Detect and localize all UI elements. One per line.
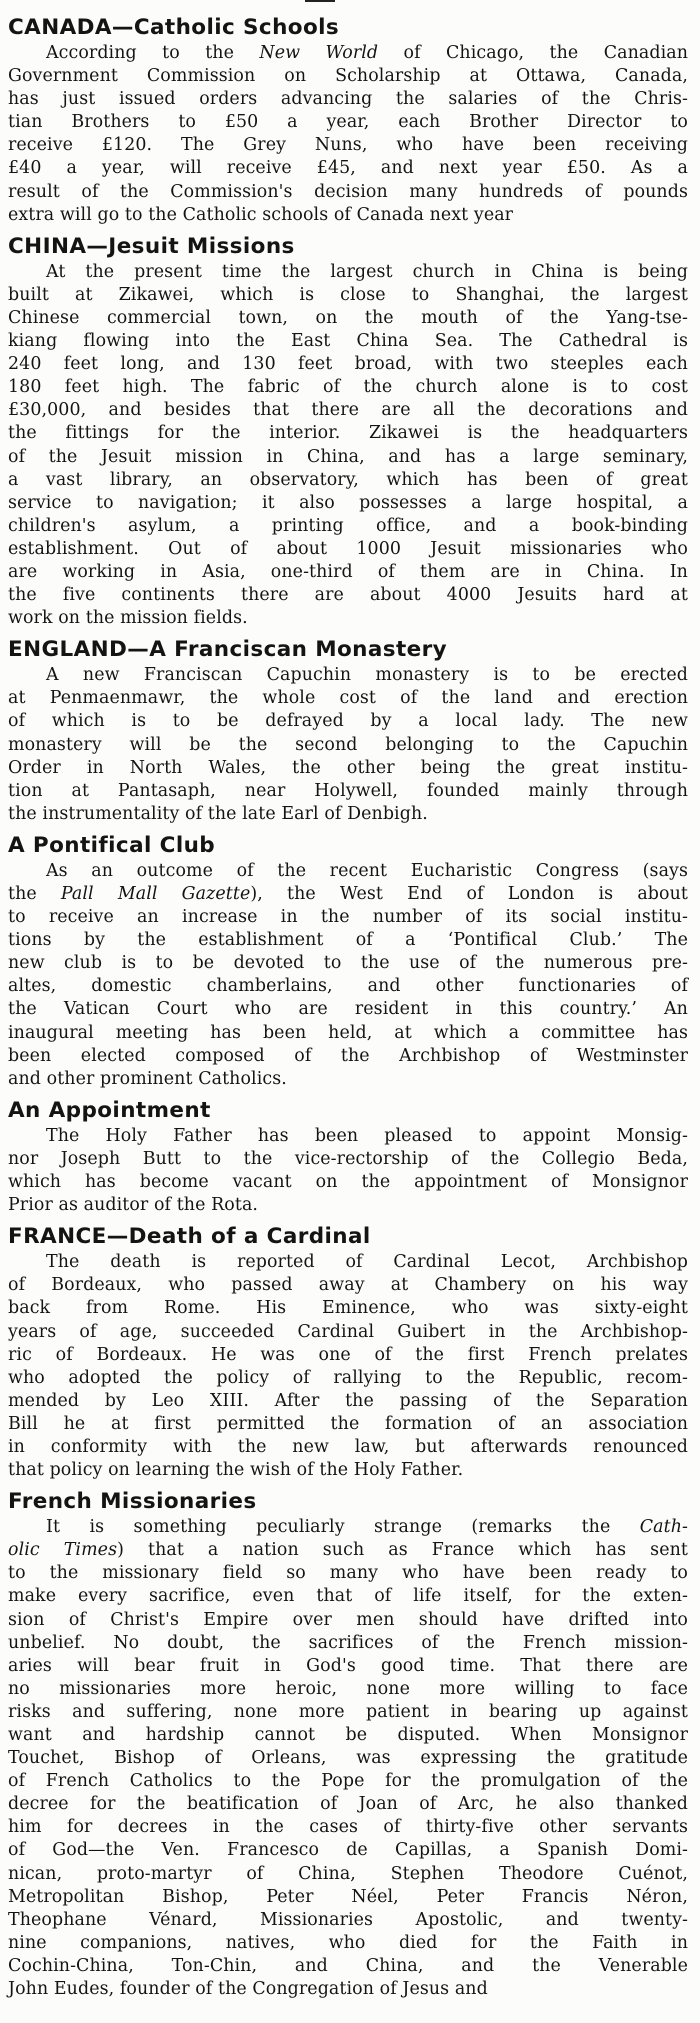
text-line: At the present time the largest church in China is being xyxy=(46,261,688,282)
text-line: A new Franciscan Capuchin monastery is to be erected xyxy=(46,665,688,686)
text-line: mended by Leo XIII. After the passing of the Separation xyxy=(8,1390,688,1411)
section-heading: FRANCE—Death of a Cardinal xyxy=(8,1224,371,1250)
text-line: According to the New World of Chicago, the Canadian xyxy=(46,43,689,63)
text-line: of French Catholics to the Pope for the promulgation of the xyxy=(8,1771,688,1792)
text-line: new club is to be devoted to the use of the numerous pre- xyxy=(8,953,688,974)
text-line: tions by the establishment of a ‘Pontifical Club.’ The xyxy=(8,930,688,951)
text-line: Theophane Vénard, Missionaries Apostolic, and twenty- xyxy=(8,1909,688,1930)
text-line: are working in Asia, one-third of them are in China. In xyxy=(8,561,688,582)
news-section xyxy=(8,1488,688,2001)
top-decorative-rule xyxy=(305,0,335,8)
text-line: Government Commission on Scholarship at Ottawa, Canada, xyxy=(8,66,688,87)
text-line: the five continents there are about 4000 Jesuits hard at xyxy=(8,585,688,606)
text-line: who adopted the policy of rallying to the Republic, recom- xyxy=(8,1367,688,1388)
text-line: been elected composed of the Archbishop of Westminster xyxy=(8,1045,688,1066)
text-line: result of the Commission's decision many hundreds of pounds xyxy=(8,181,688,202)
text-line: the fittings for the interior. Zikawei is the headquarters xyxy=(8,423,688,444)
text-line: Order in North Wales, the other being the great institu- xyxy=(8,757,688,778)
section-heading: An Appointment xyxy=(8,1097,211,1123)
text-line: no missionaries more heroic, none more willing to face xyxy=(8,1678,688,1699)
text-line: It is something peculiarly strange (remarks the Cath- xyxy=(46,1517,688,1538)
news-section xyxy=(8,233,688,631)
text-line: at Penmaenmawr, the whole cost of the land and erection xyxy=(8,688,688,709)
text-line: As an outcome of the recent Eucharistic Congress (says xyxy=(46,860,688,881)
text-line: olic Times) that a nation such as France which has sent xyxy=(8,1540,688,1561)
text-line: sion of Christ's Empire over men should have drifted into xyxy=(8,1609,688,1630)
text-line: Touchet, Bishop of Orleans, was expressing the gratitude xyxy=(8,1748,688,1769)
text-line: tion at Pantasaph, near Holywell, founded mainly through xyxy=(8,780,688,801)
text-line: of Bordeaux, who passed away at Chambery on his way xyxy=(8,1275,688,1296)
text-line: him for decrees in the cases of thirty-five other servants xyxy=(8,1817,688,1838)
text-line: and other prominent Catholics. xyxy=(8,1068,287,1089)
text-line: £40 a year, will receive £45, and next year £50. As a xyxy=(8,158,688,179)
text-line: altes, domestic chamberlains, and other functionaries of xyxy=(8,976,688,997)
section-body xyxy=(8,1251,688,1482)
text-line: of the Jesuit mission in China, and has a large seminary, xyxy=(8,446,688,467)
text-line: The Holy Father has been pleased to appoint Monsig- xyxy=(46,1125,688,1146)
text-line: in conformity with the new law, but afterwards renounced xyxy=(8,1436,688,1457)
text-line: children's asylum, a printing office, and a book-binding xyxy=(8,515,688,536)
section-heading: A Pontifical Club xyxy=(8,832,216,858)
section-body xyxy=(8,42,688,227)
text-line: aries will bear fruit in God's good time. That there are xyxy=(8,1655,688,1676)
text-line: tian Brothers to £50 a year, each Brother Director to xyxy=(8,112,688,133)
text-line: £30,000, and besides that there are all the decorations and xyxy=(8,400,688,421)
section-heading: CANADA—Catholic Schools xyxy=(8,15,340,40)
news-section xyxy=(8,1223,688,1482)
text-line: make every sacrifice, even that of life itself, for the exten- xyxy=(8,1586,688,1607)
text-line: the Pall Mall Gazette), the West End of London is about xyxy=(8,884,688,904)
text-line: kiang flowing into the East China Sea. The Cathedral is xyxy=(8,331,688,352)
text-line: Cochin-China, Ton-Chin, and China, and the Venerable xyxy=(8,1955,688,1976)
text-line: 180 feet high. The fabric of the church alone is to cost xyxy=(8,377,688,398)
text-line: work on the mission fields. xyxy=(8,608,248,629)
text-line: risks and suffering, none more patient in bearing up against xyxy=(8,1701,688,1722)
news-section xyxy=(8,1097,688,1217)
text-line: that policy on learning the wish of the Holy Father. xyxy=(8,1460,464,1481)
text-line: back from Rome. His Eminence, who was sixty-eight xyxy=(8,1298,688,1319)
text-line: Chinese commercial town, on the mouth of the Yang-tse- xyxy=(8,307,688,328)
text-line: 240 feet long, and 130 feet broad, with two steeples each xyxy=(8,354,688,375)
section-body xyxy=(8,1125,688,1217)
text-line: extra will go to the Catholic schools of Canada next year xyxy=(8,204,514,225)
news-section xyxy=(8,636,688,826)
text-line: nican, proto-martyr of China, Stephen Theodore Cuénot, xyxy=(8,1863,688,1884)
text-line: of God—the Ven. Francesco de Capillas, a Spanish Domi- xyxy=(8,1840,688,1861)
text-line: the Vatican Court who are resident in this country.’ An xyxy=(8,999,688,1020)
text-line: The death is reported of Cardinal Lecot, Archbishop xyxy=(46,1252,688,1273)
text-line: receive £120. The Grey Nuns, who have been receiving xyxy=(8,135,688,156)
text-line: inaugural meeting has been held, at which a committee has xyxy=(8,1022,688,1043)
article-column xyxy=(8,14,688,2001)
text-line: has just issued orders advancing the salaries of the Chris- xyxy=(8,89,688,110)
section-heading: CHINA—Jesuit Missions xyxy=(8,233,295,259)
text-line: monastery will be the second belonging to the Capuchin xyxy=(8,734,688,755)
section-body xyxy=(8,1516,688,2001)
text-line: to receive an increase in the number of its social institu- xyxy=(8,907,688,928)
text-line: to the missionary field so many who have been ready to xyxy=(8,1563,688,1584)
text-line: establishment. Out of about 1000 Jesuit missionaries who xyxy=(8,538,688,559)
text-line: built at Zikawei, which is close to Shanghai, the largest xyxy=(8,284,688,305)
text-line: want and hardship cannot be disputed. When Monsignor xyxy=(8,1725,688,1745)
news-section xyxy=(8,14,688,227)
text-line: unbelief. No doubt, the sacrifices of the French mission- xyxy=(8,1632,688,1653)
section-heading: ENGLAND—A Franciscan Monastery xyxy=(8,637,448,663)
text-line: service to navigation; it also possesses a large hospital, a xyxy=(8,492,688,513)
text-line: Metropolitan Bishop, Peter Néel, Peter Francis Néron, xyxy=(8,1886,688,1907)
section-body xyxy=(8,860,688,1091)
text-line: a vast library, an observatory, which has been of great xyxy=(8,469,688,490)
text-line: ric of Bordeaux. He was one of the first French prelates xyxy=(8,1344,688,1365)
text-line: nine companions, natives, who died for the Faith in xyxy=(8,1932,688,1953)
text-line: Bill he at first permitted the formation of an association xyxy=(8,1413,688,1434)
text-line: which has become vacant on the appointment of Monsignor xyxy=(8,1172,688,1193)
section-heading: French Missionaries xyxy=(8,1489,257,1515)
section-body xyxy=(8,664,688,826)
text-line: Prior as auditor of the Rota. xyxy=(8,1195,259,1216)
text-line: decree for the beatification of Joan of Arc, he also thanked xyxy=(8,1794,688,1815)
news-section xyxy=(8,832,688,1091)
section-body xyxy=(8,261,688,631)
text-line: years of age, succeeded Cardinal Guibert in the Archbishop- xyxy=(8,1321,688,1342)
text-line: nor Joseph Butt to the vice-rectorship of the Collegio Beda, xyxy=(8,1148,688,1169)
text-line: John Eudes, founder of the Congregation of Jesus and xyxy=(8,1979,488,2000)
text-line: the instrumentality of the late Earl of Denbigh. xyxy=(8,803,428,824)
text-line: of which is to be defrayed by a local lady. The new xyxy=(8,711,688,732)
